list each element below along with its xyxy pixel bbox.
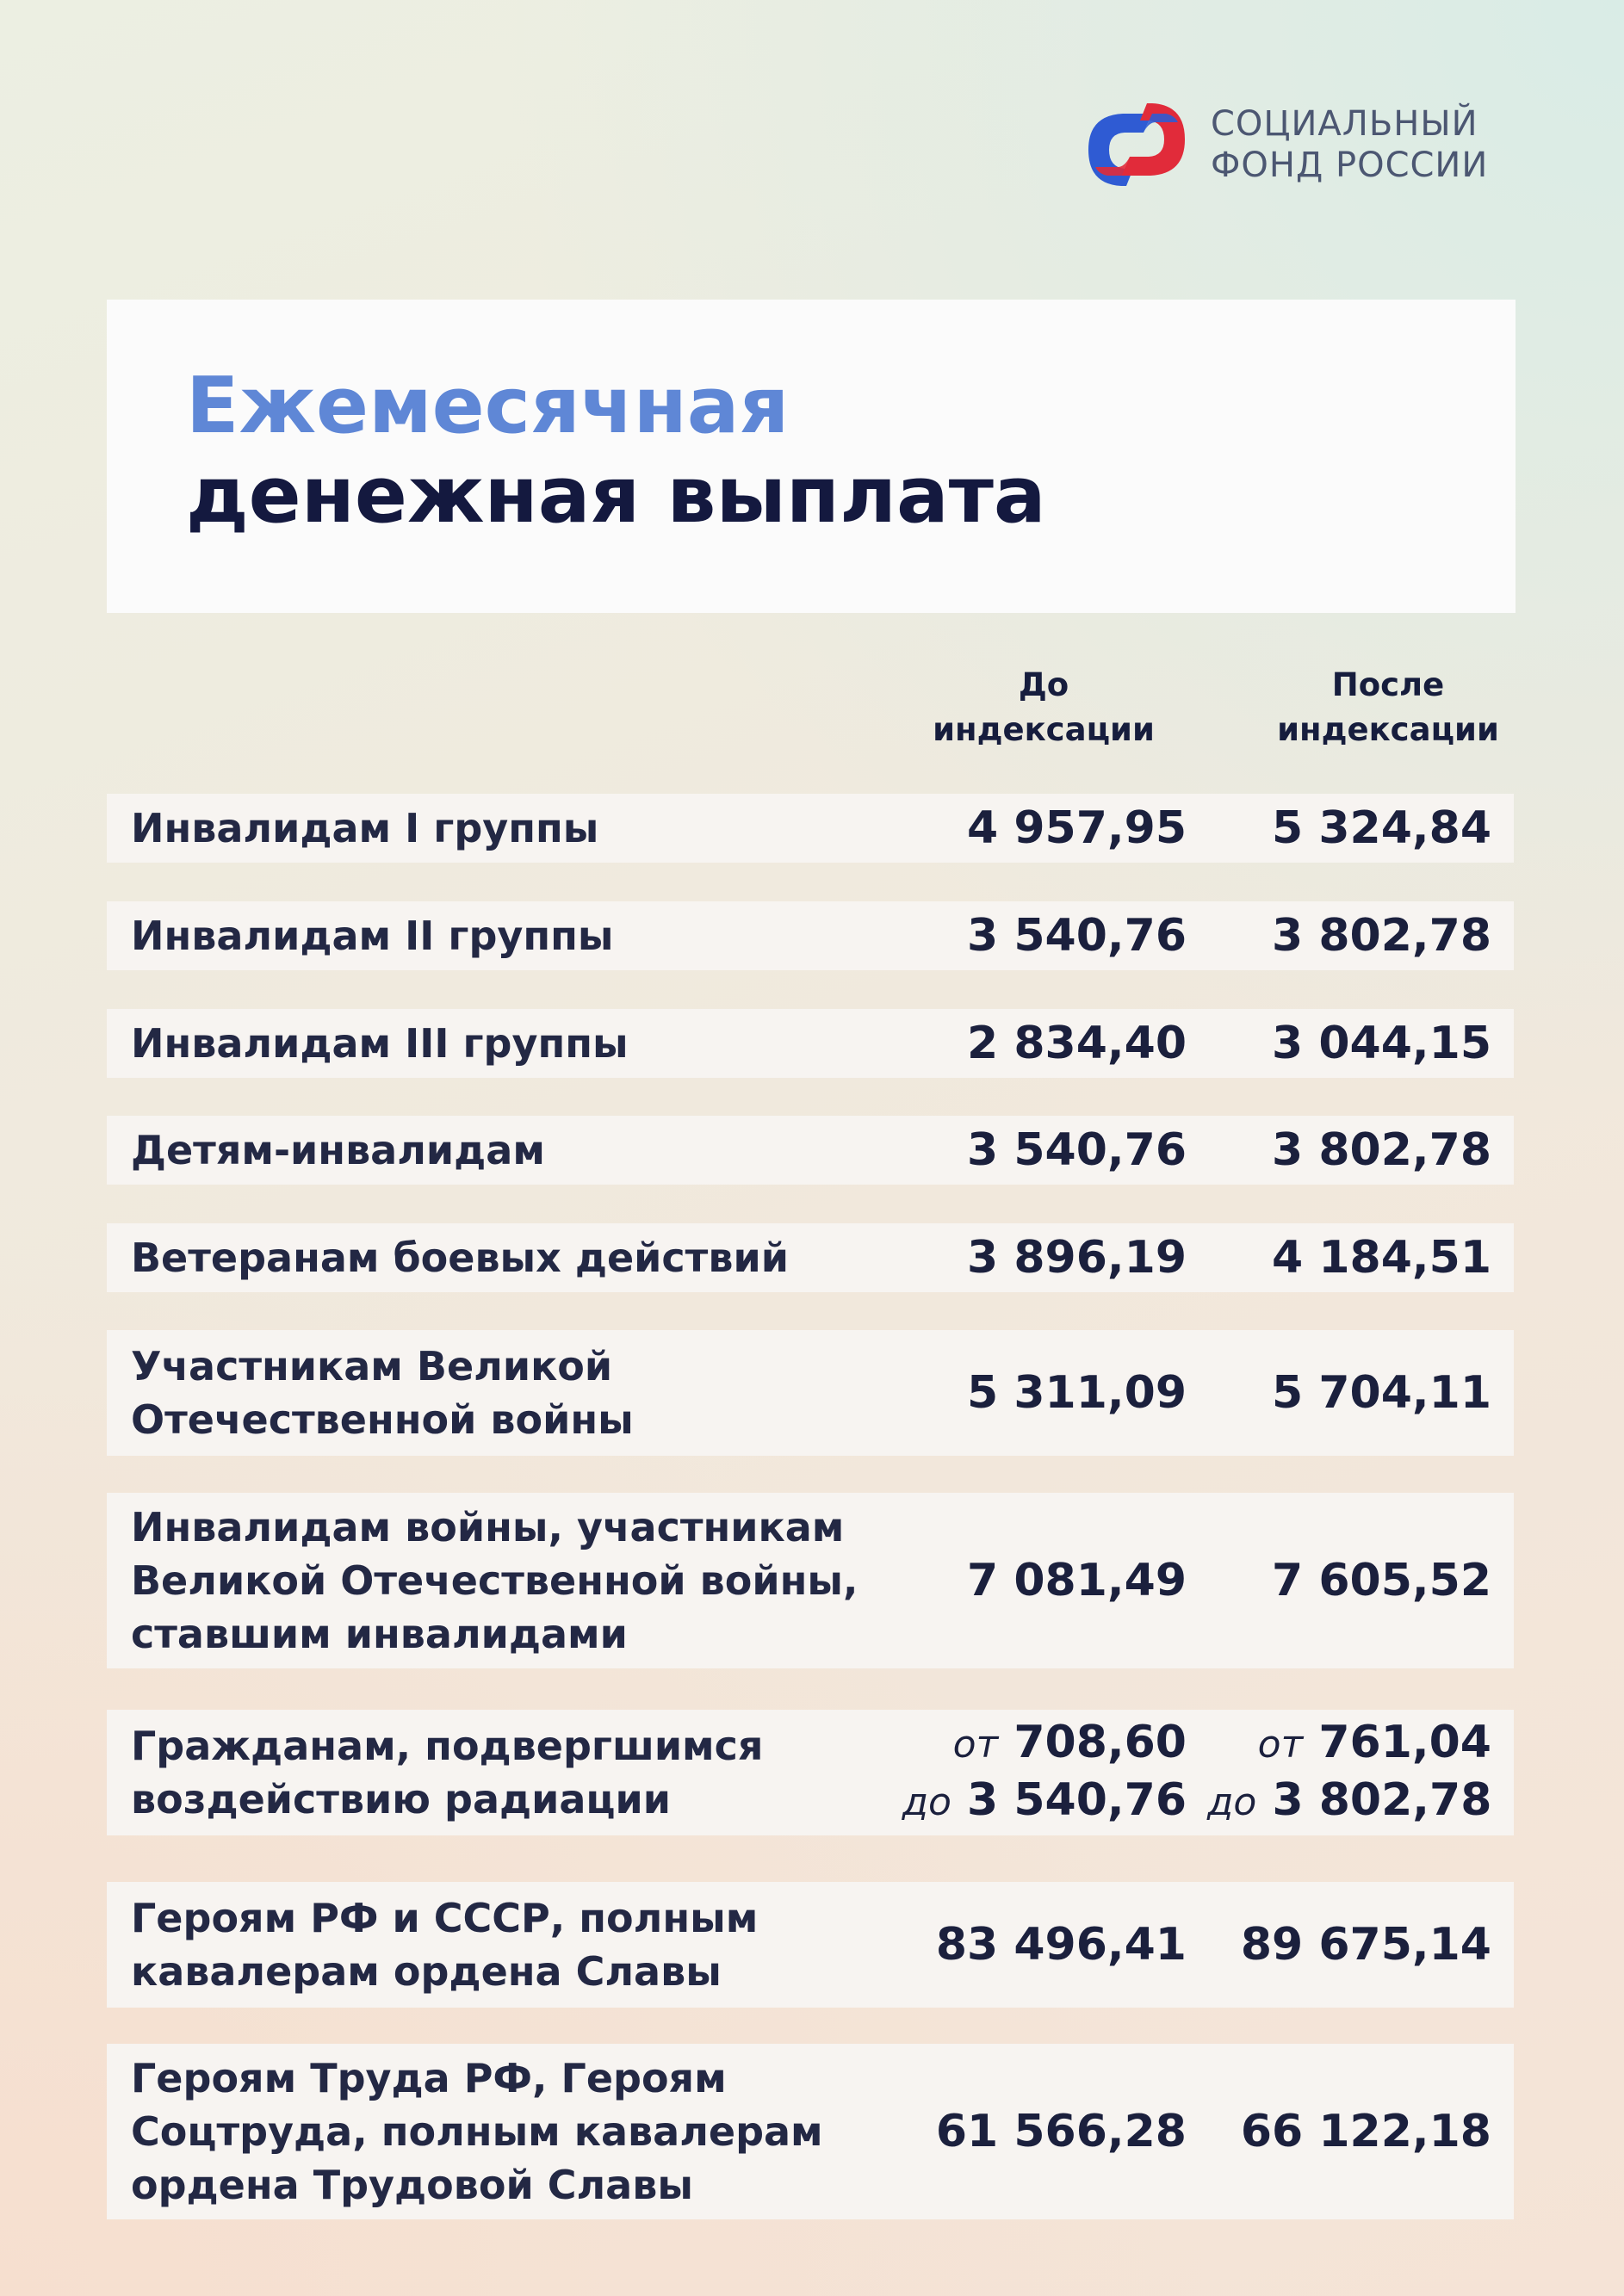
value-after: 3 802,78 <box>1272 1124 1491 1176</box>
value-after: 5 324,84 <box>1272 802 1491 854</box>
logo-text-line1: СОЦИАЛЬНЫЙ <box>1211 104 1478 144</box>
value-after: 3 802,78 <box>1272 910 1491 962</box>
value-before: 4 957,95 <box>967 802 1187 854</box>
title-line-2: денежная выплата <box>186 450 1046 541</box>
sfr-logo-icon <box>1082 96 1192 193</box>
row-label-line: Героям Труда РФ, Героям <box>131 2055 727 2101</box>
row-label <box>131 1231 958 1284</box>
row-label-line: Инвалидам II группы <box>131 913 614 959</box>
table-row <box>107 1882 1514 2008</box>
range-to-prefix: до <box>902 1780 951 1824</box>
range-from-prefix: от <box>1257 1723 1304 1767</box>
value-after: 4 184,51 <box>1272 1232 1491 1284</box>
value-before: 61 566,28 <box>935 2106 1187 2157</box>
sfr-logo <box>1082 96 1488 193</box>
value-after: 3 044,15 <box>1272 1018 1491 1069</box>
row-label-line: Героям РФ и СССР, полным <box>131 1895 759 1941</box>
value-before: 3 540,76 <box>967 910 1187 962</box>
value-before-range <box>842 1715 1187 1830</box>
value-after: 5 704,11 <box>1272 1367 1491 1419</box>
row-label <box>131 2052 958 2212</box>
value-before: 7 081,49 <box>967 1555 1187 1606</box>
row-label-line: Инвалидам III группы <box>131 1020 629 1067</box>
row-label <box>131 1501 958 1661</box>
table-row <box>107 1116 1514 1185</box>
range-to-value: 3 540,76 <box>967 1774 1187 1826</box>
table-row <box>107 1009 1514 1078</box>
range-to-prefix: до <box>1207 1780 1257 1824</box>
value-before: 3 540,76 <box>967 1124 1187 1176</box>
value-before: 3 896,19 <box>967 1232 1187 1284</box>
row-label <box>131 1891 958 1998</box>
range-from-prefix: от <box>952 1723 999 1767</box>
table-row <box>107 2044 1514 2219</box>
table-row <box>107 1223 1514 1292</box>
logo-text <box>1211 103 1488 186</box>
row-label <box>131 1719 958 1826</box>
row-label-line: ставшим инвалидами <box>131 1611 628 1657</box>
table-row <box>107 1710 1514 1835</box>
row-label-line: Детям-инвалидам <box>131 1127 545 1173</box>
logo-text-line2: ФОНД РОССИИ <box>1211 145 1489 185</box>
row-label-line: Ветеранам боевых действий <box>131 1235 789 1281</box>
column-header-before-line2: индексации <box>933 711 1155 748</box>
row-label-line: воздействию радиации <box>131 1776 671 1823</box>
table-row <box>107 901 1514 970</box>
value-after: 66 122,18 <box>1240 2106 1491 2157</box>
table-row <box>107 1330 1514 1456</box>
row-label <box>131 1017 958 1070</box>
column-header-before <box>914 663 1173 752</box>
row-label-line: Отечественной войны <box>131 1396 634 1443</box>
row-label-line: Великой Отечественной войны, <box>131 1557 858 1604</box>
range-from-value: 761,04 <box>1318 1717 1491 1768</box>
table-row <box>107 794 1514 863</box>
row-label <box>131 801 958 855</box>
value-before: 5 311,09 <box>967 1367 1187 1419</box>
value-after-range <box>1207 1715 1491 1830</box>
row-label-line: Соцтруда, полным кавалерам <box>131 2108 823 2155</box>
row-label-line: Инвалидам I группы <box>131 805 599 851</box>
range-to-value: 3 802,78 <box>1272 1774 1492 1826</box>
row-label-line: Инвалидам войны, участникам <box>131 1504 845 1550</box>
row-label-line: Гражданам, подвергшимся <box>131 1723 764 1769</box>
title-card <box>107 300 1516 613</box>
column-header-before-line1: До <box>1018 666 1069 703</box>
row-label <box>131 1123 958 1177</box>
table-row <box>107 1493 1514 1668</box>
column-header-after-line1: После <box>1331 666 1445 703</box>
value-before: 2 834,40 <box>967 1018 1187 1069</box>
title-line-1: Ежемесячная <box>186 361 790 451</box>
column-header-after-line2: индексации <box>1277 711 1499 748</box>
value-after: 7 605,52 <box>1272 1555 1491 1606</box>
range-from-value: 708,60 <box>1013 1717 1187 1768</box>
value-after: 89 675,14 <box>1240 1919 1491 1971</box>
row-label <box>131 909 958 962</box>
row-label-line: ордена Трудовой Славы <box>131 2162 693 2208</box>
row-label-line: Участникам Великой <box>131 1343 613 1389</box>
row-label-line: кавалерам ордена Славы <box>131 1948 722 1995</box>
value-before: 83 496,41 <box>935 1919 1187 1971</box>
column-header-after <box>1259 663 1517 752</box>
row-label <box>131 1340 958 1446</box>
